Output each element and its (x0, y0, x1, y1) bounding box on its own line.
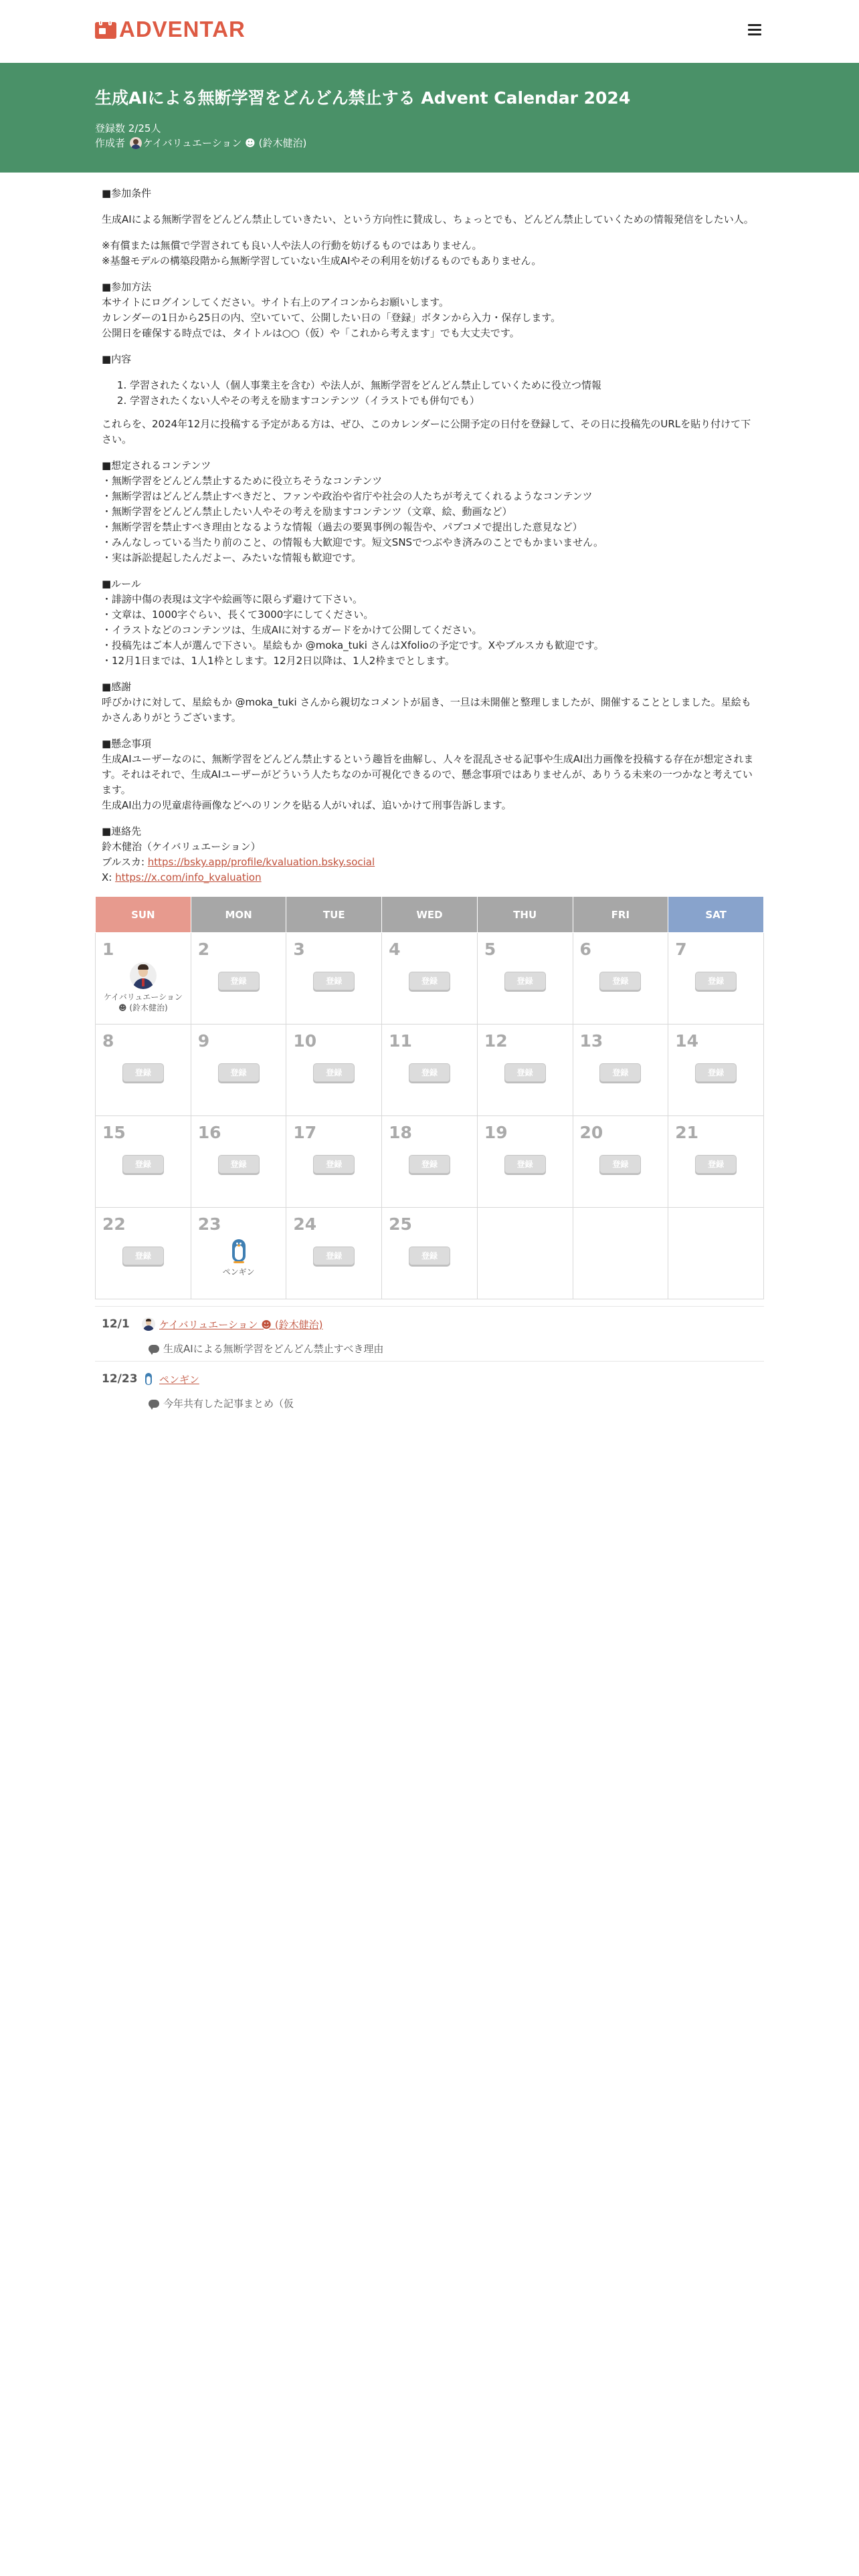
smile-icon: ☻ (242, 137, 259, 149)
register-button[interactable]: 登録 (313, 1155, 355, 1174)
register-button[interactable]: 登録 (504, 1155, 546, 1174)
calendar-day-empty (573, 1208, 668, 1299)
penguin-avatar (142, 1372, 155, 1386)
entry-author-suffix: (鈴木健治) (274, 1318, 323, 1331)
page-title: 生成AIによる無断学習をどんどん禁止する Advent Calendar 2024 (95, 88, 631, 108)
participation-text: 生成AIによる無断学習をどんどん禁止していきたい、という方向性に賛成し、ちょっとでも、どんどん禁止していくための情報発信をしたい人。 (102, 213, 754, 225)
register-button[interactable]: 登録 (599, 972, 641, 990)
author-avatar (142, 1317, 155, 1331)
adventar-logo[interactable] (95, 17, 246, 41)
entry-author-suffix: (鈴木健治) (129, 1003, 168, 1012)
method-line: 本サイトにログインしてください。サイト右上のアイコンからお願いします。 (102, 296, 450, 308)
list-item: ・12月1日までは、1人1枠とします。12月2日以降は、1人2枠までとします。 (102, 655, 456, 667)
calendar-week (96, 1025, 764, 1116)
weekday-fri: FRI (573, 897, 668, 933)
participation-heading: ■参加条件 (102, 187, 152, 199)
day-number: 8 (102, 1031, 114, 1051)
note-1: ※有償または無償で学習されても良い人や法人の行動を妨げるものではありません。 (102, 239, 482, 251)
entry-title[interactable]: 今年共有した記事まとめ（仮 (163, 1398, 294, 1410)
rules-section (102, 576, 757, 669)
comment-icon (149, 1400, 159, 1408)
registered-count: 登録数 2/25人 (95, 122, 161, 134)
entry-author: ケイバリュエーション (103, 992, 183, 1002)
calendar-day (477, 1116, 573, 1208)
thanks-text: 呼びかけに対して、星絵もか @moka_tuki さんから親切なコメントが届き、一旦は未開催と整理しましたが、開催することとしました。星絵もかさんありがとうございます。 (102, 696, 751, 724)
register-button[interactable]: 登録 (218, 972, 260, 990)
calendar-day (286, 1025, 382, 1116)
day-number: 6 (579, 940, 591, 959)
day-entry[interactable] (96, 962, 191, 1013)
day-entry[interactable] (191, 1237, 286, 1277)
comment-icon (149, 1345, 159, 1353)
register-button[interactable]: 登録 (504, 972, 546, 990)
list-item: ・無断学習を禁止すべき理由となるような情報（過去の要異事例の報告や、パブコメで提出した意見など） (102, 521, 583, 533)
logo-text: ADVENTAR (119, 17, 246, 41)
thanks-section (102, 679, 757, 726)
smile-icon: ☻ (261, 1318, 272, 1331)
day-number: 2 (197, 940, 210, 959)
method-line: 公開日を確保する時点では、タイトルは○○（仮）や「これから考えます」でも大丈夫です。 (102, 327, 520, 339)
contact-name: 鈴木健治（ケイバリュエーション） (102, 841, 261, 853)
calendar-day (191, 1208, 286, 1299)
calendar-day (382, 1116, 478, 1208)
creator-suffix: (鈴木健治) (258, 137, 307, 149)
hamburger-icon[interactable] (748, 24, 761, 36)
method-heading: ■参加方法 (102, 281, 152, 293)
register-button[interactable]: 登録 (504, 1063, 546, 1082)
entry-date: 12/23 (102, 1372, 138, 1386)
weekday-thu: THU (477, 897, 573, 933)
register-button[interactable]: 登録 (695, 1155, 737, 1174)
advent-calendar (95, 896, 764, 1299)
calendar-day (477, 933, 573, 1025)
list-item: ・無断学習をどんどん禁止したい人やその考えを励ますコンテンツ（文章、絵、動画など） (102, 506, 512, 518)
calendar-day (382, 1025, 478, 1116)
calendar-week (96, 933, 764, 1025)
calendar-day (286, 1116, 382, 1208)
bsky-link[interactable]: https://bsky.app/profile/kvaluation.bsky.social (147, 856, 375, 868)
x-label: X: (102, 871, 116, 883)
register-button[interactable]: 登録 (122, 1063, 164, 1082)
calendar-day (286, 1208, 382, 1299)
day-number: 12 (484, 1031, 508, 1051)
creator-line (95, 136, 859, 150)
calendar-day (96, 1025, 191, 1116)
list-item: 1. 学習されたくない人（個人事業主を含む）や法人が、無断学習をどんどん禁止していくために役立つ情報 (130, 378, 757, 393)
day-number: 14 (675, 1031, 699, 1051)
calendar-day (286, 933, 382, 1025)
method-section (102, 280, 757, 341)
expected-heading: ■想定されるコンテンツ (102, 459, 211, 471)
list-item (95, 1361, 764, 1416)
calendar-day (668, 1116, 764, 1208)
register-button[interactable]: 登録 (218, 1063, 260, 1082)
register-button[interactable]: 登録 (409, 1155, 450, 1174)
list-item: ・誹謗中傷の表現は文字や絵画等に限らず避けて下さい。 (102, 593, 363, 605)
calendar-day (191, 1025, 286, 1116)
day-number: 11 (389, 1031, 412, 1051)
x-link[interactable]: https://x.com/info_kvaluation (115, 871, 262, 883)
calendar-day-empty (668, 1208, 764, 1299)
calendar-day-empty (477, 1208, 573, 1299)
register-button[interactable]: 登録 (218, 1155, 260, 1174)
day-number: 25 (389, 1214, 412, 1234)
register-button[interactable]: 登録 (313, 972, 355, 990)
concern-text-2: 生成AI出力の児童虐待画像などへのリンクを貼る人がいれば、追いかけて刑事告訴します。 (102, 799, 512, 811)
content-list (102, 378, 757, 409)
calendar-day (573, 1116, 668, 1208)
list-item: ・無断学習はどんどん禁止すべきだと、ファンや政治や省庁や社会の人たちが考えてくれるようなコンテンツ (102, 490, 593, 502)
day-number: 23 (197, 1214, 221, 1234)
entry-author: ケイバリュエーション (159, 1318, 258, 1331)
register-button[interactable]: 登録 (409, 1247, 450, 1265)
content-heading: ■内容 (102, 353, 132, 365)
weekday-sat: SAT (668, 897, 764, 933)
calendar-day (96, 1116, 191, 1208)
calendar-description (95, 173, 764, 885)
register-button[interactable]: 登録 (409, 972, 450, 990)
register-button[interactable]: 登録 (409, 1063, 450, 1082)
list-item: ・投稿先はご本人が選んで下さい。星絵もか @moka_tuki さんはXfolioの予定です。Xやブルスカも歓迎です。 (102, 639, 604, 651)
register-button[interactable]: 登録 (599, 1063, 641, 1082)
weekday-tue: TUE (286, 897, 382, 933)
concern-text: 生成AIユーザーなのに、無断学習をどんどん禁止するという趣旨を曲解し、人々を混乱させる記事や生成AI出力画像を投稿する存在が想定されます。それはそれで、生成AIユーザーがどういう人たちなのか可視化できるので、懸念事項ではありませんが、ありうる未来の一つかなと考えています。 (102, 753, 754, 796)
calendar-week (96, 1116, 764, 1208)
day-number: 7 (675, 940, 687, 959)
day-number: 18 (389, 1123, 412, 1142)
register-button[interactable]: 登録 (313, 1063, 355, 1082)
list-item: ・無断学習をどんどん禁止するために役立ちそうなコンテンツ (102, 475, 383, 487)
calendar-day (573, 933, 668, 1025)
calendar-logo-icon (95, 20, 118, 39)
method-line: カレンダーの1日から25日の内、空いていて、公開したい日の「登録」ボタンから入力・保存します。 (102, 312, 561, 324)
entry-list (95, 1306, 764, 1416)
weekday-sun: SUN (96, 897, 191, 933)
day-number: 10 (293, 1031, 317, 1051)
register-button[interactable]: 登録 (599, 1155, 641, 1174)
register-button[interactable]: 登録 (313, 1247, 355, 1265)
day-number: 4 (389, 940, 401, 959)
entry-author-link[interactable] (159, 1317, 323, 1331)
bsky-label: ブルスカ: (102, 856, 148, 868)
list-item: ・文章は、1000字ぐらい、長くて3000字にしてください。 (102, 609, 374, 621)
list-item: ・実は訴訟提起したんだよー、みたいな情報も歓迎です。 (102, 552, 362, 564)
entry-title[interactable]: 生成AIによる無断学習をどんどん禁止すべき理由 (163, 1343, 384, 1355)
expected-section (102, 458, 757, 566)
day-number: 20 (579, 1123, 603, 1142)
weekday-mon: MON (191, 897, 286, 933)
top-bar (0, 0, 859, 63)
calendar-day (668, 1025, 764, 1116)
note-2: ※基盤モデルの構築段階から無断学習していない生成AIやその利用を妨げるものでもありません。 (102, 255, 542, 267)
calendar-week (96, 1208, 764, 1299)
author-avatar (130, 962, 157, 989)
calendar-day (382, 1208, 478, 1299)
day-number: 9 (197, 1031, 210, 1051)
calendar-day (191, 1116, 286, 1208)
creator-name[interactable]: ケイバリュエーション (142, 137, 242, 149)
creator-label: 作成者 (95, 137, 126, 149)
list-item: ・イラストなどのコンテンツは、生成AIに対するガードをかけて公開してください。 (102, 624, 482, 636)
register-button[interactable]: 登録 (122, 1247, 164, 1265)
day-number: 16 (197, 1123, 221, 1142)
calendar-day (477, 1025, 573, 1116)
thanks-heading: ■感謝 (102, 681, 132, 693)
calendar-day (668, 933, 764, 1025)
entry-date: 12/1 (102, 1317, 130, 1331)
concern-heading: ■懸念事項 (102, 738, 152, 750)
weekday-header (96, 897, 764, 933)
day-number: 15 (102, 1123, 126, 1142)
day-number: 21 (675, 1123, 699, 1142)
calendar-day (96, 933, 191, 1025)
calendar-day (382, 933, 478, 1025)
day-number: 13 (579, 1031, 603, 1051)
smile-icon: ☻ (118, 1003, 130, 1012)
list-item: 2. 学習されたくない人やその考えを励ますコンテンツ（イラストでも併句でも） (130, 393, 757, 409)
calendar-header (0, 63, 859, 173)
day-number: 17 (293, 1123, 317, 1142)
list-item (95, 1306, 764, 1361)
calendar-day (96, 1208, 191, 1299)
concern-section (102, 736, 757, 813)
contact-section (102, 824, 757, 885)
day-number: 1 (102, 940, 114, 959)
day-number: 22 (102, 1214, 126, 1234)
rules-heading: ■ルール (102, 578, 141, 590)
list-item: ・みんなしっている当たり前のこと、の情報も大歓迎です。短文SNSでつぶやき済みのことでもかまいません。 (102, 536, 603, 548)
register-button[interactable]: 登録 (122, 1155, 164, 1174)
day-number: 24 (293, 1214, 317, 1234)
weekday-wed: WED (382, 897, 478, 933)
calendar-day (573, 1025, 668, 1116)
creator-avatar (130, 137, 142, 149)
notes (102, 238, 757, 269)
entry-author: ペンギン (222, 1267, 255, 1277)
day-number: 5 (484, 940, 496, 959)
penguin-avatar (225, 1237, 252, 1264)
entry-author-link[interactable]: ペンギン (159, 1373, 199, 1386)
register-button[interactable]: 登録 (695, 972, 737, 990)
calendar-day (191, 933, 286, 1025)
day-number: 3 (293, 940, 305, 959)
register-button[interactable]: 登録 (695, 1063, 737, 1082)
contact-heading: ■連絡先 (102, 825, 142, 837)
content-after: これらを、2024年12月に投稿する予定がある方は、ぜひ、このカレンダーに公開予定の日付を登録して、その日に投稿先のURLを貼り付けて下さい。 (102, 418, 751, 445)
day-number: 19 (484, 1123, 508, 1142)
